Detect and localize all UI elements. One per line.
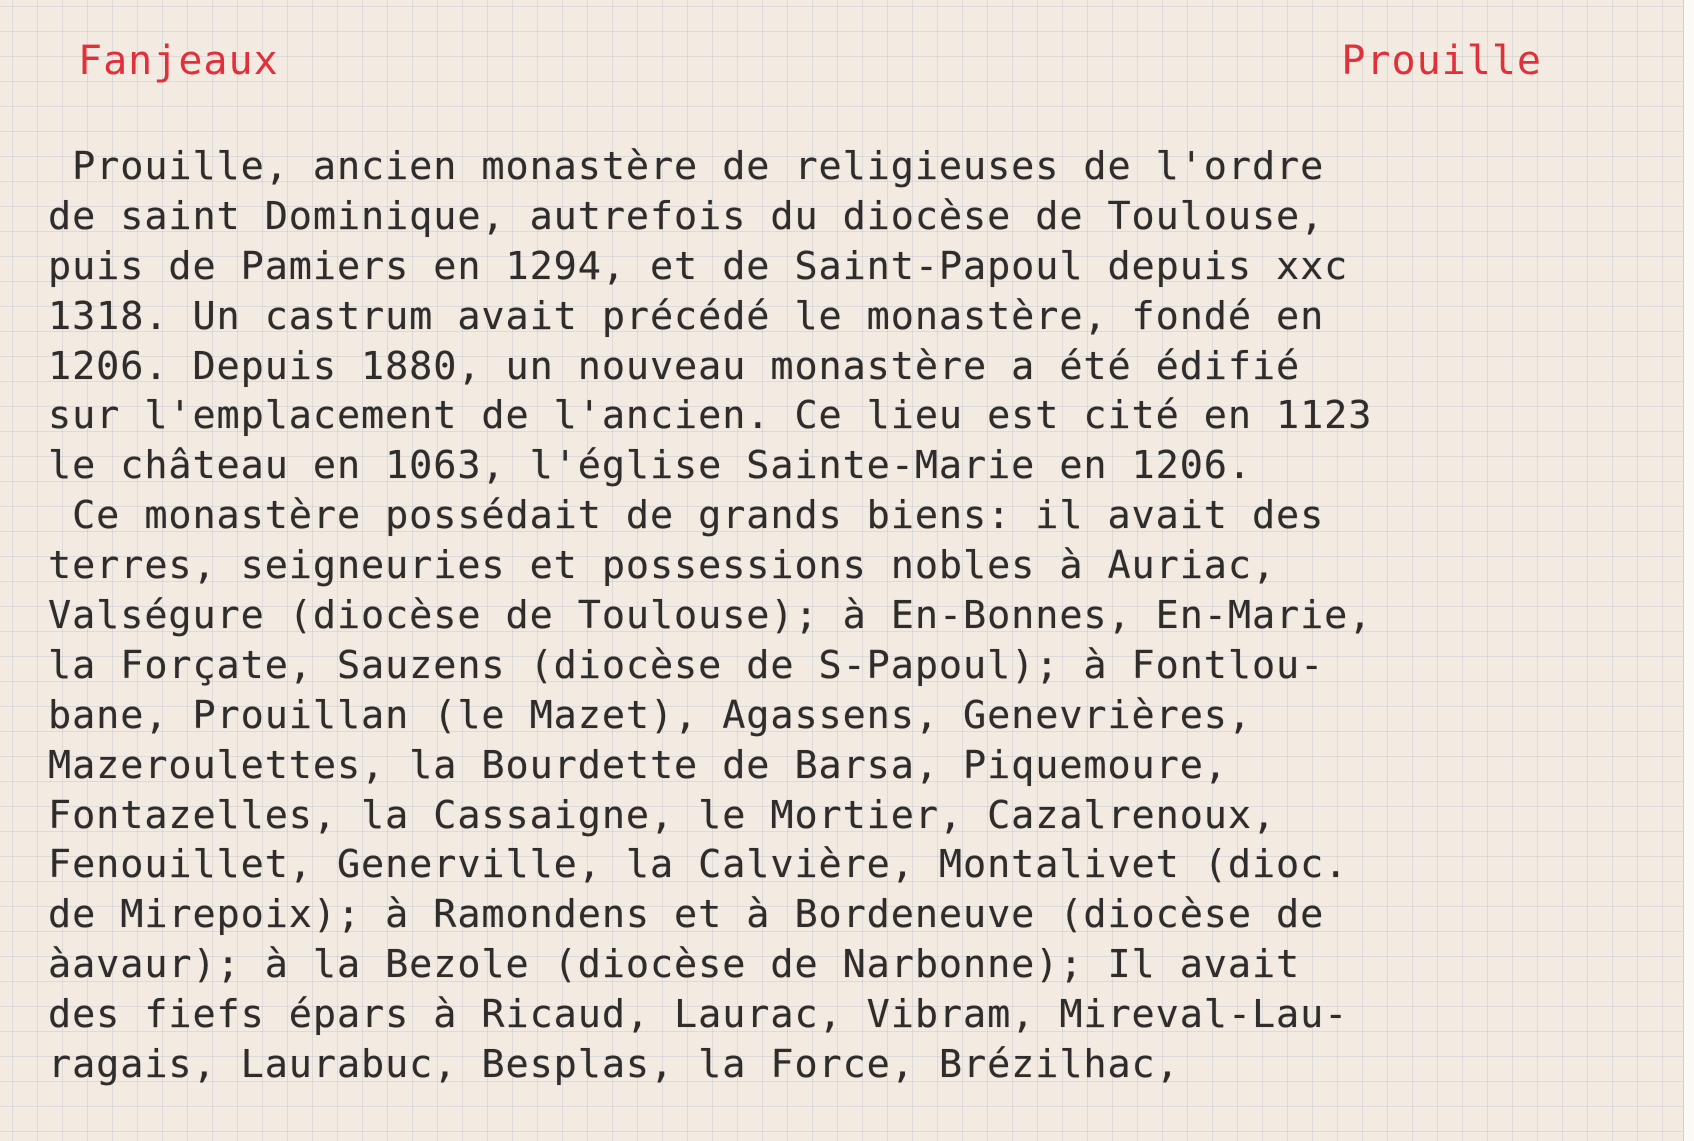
text-line: bane, Prouillan (le Mazet), Agassens, Genevrières, (48, 692, 1252, 738)
text-line: Valségure (diocèse de Toulouse); à En-Bonnes, En-Marie, (48, 593, 1373, 639)
text-line: Fontazelles, la Cassaigne, le Mortier, Cazalrenoux, (48, 792, 1277, 838)
text-line: le château en 1063, l'église Sainte-Marie en 1206. (48, 443, 1252, 489)
text-line: sur l'emplacement de l'ancien. Ce lieu est cité en 1123 (48, 393, 1373, 439)
typed-text-body (48, 142, 1658, 1090)
text-line: des fiefs épars à Ricaud, Laurac, Vibram, Mireval-Lau- (48, 992, 1349, 1038)
header-entry-title: Prouille (1341, 38, 1542, 84)
text-line: àavaur); à la Bezole (diocèse de Narbonne); Il avait (48, 942, 1301, 988)
text-line: 1318. Un castrum avait précédé le monastère, fondé en (48, 293, 1325, 339)
text-line: terres, seigneuries et possessions nobles à Auriac, (48, 543, 1277, 589)
text-line: Ce monastère possédait de grands biens: il avait des (48, 493, 1325, 539)
card-edge (1683, 0, 1694, 1141)
text-line: 1206. Depuis 1880, un nouveau monastère a été édifié (48, 343, 1301, 389)
text-line: Prouille, ancien monastère de religieuses de l'ordre (48, 144, 1325, 189)
header-place-name: Fanjeaux (78, 38, 279, 84)
text-line: la Forçate, Sauzens (diocèse de S-Papoul); à Fontlou- (48, 642, 1325, 688)
text-line: de Mirepoix); à Ramondens et à Bordeneuve (diocèse de (48, 892, 1325, 938)
text-line: ragais, Laurabuc, Besplas, la Force, Brézilhac, (48, 1042, 1180, 1088)
card-header (72, 38, 1552, 98)
text-line: Fenouillet, Generville, la Calvière, Montalivet (dioc. (48, 842, 1349, 888)
text-line: de saint Dominique, autrefois du diocèse de Toulouse, (48, 193, 1325, 239)
text-line: puis de Pamiers en 1294, et de Saint-Papoul depuis xxc (48, 243, 1349, 289)
text-line: Mazeroulettes, la Bourdette de Barsa, Piquemoure, (48, 742, 1228, 788)
